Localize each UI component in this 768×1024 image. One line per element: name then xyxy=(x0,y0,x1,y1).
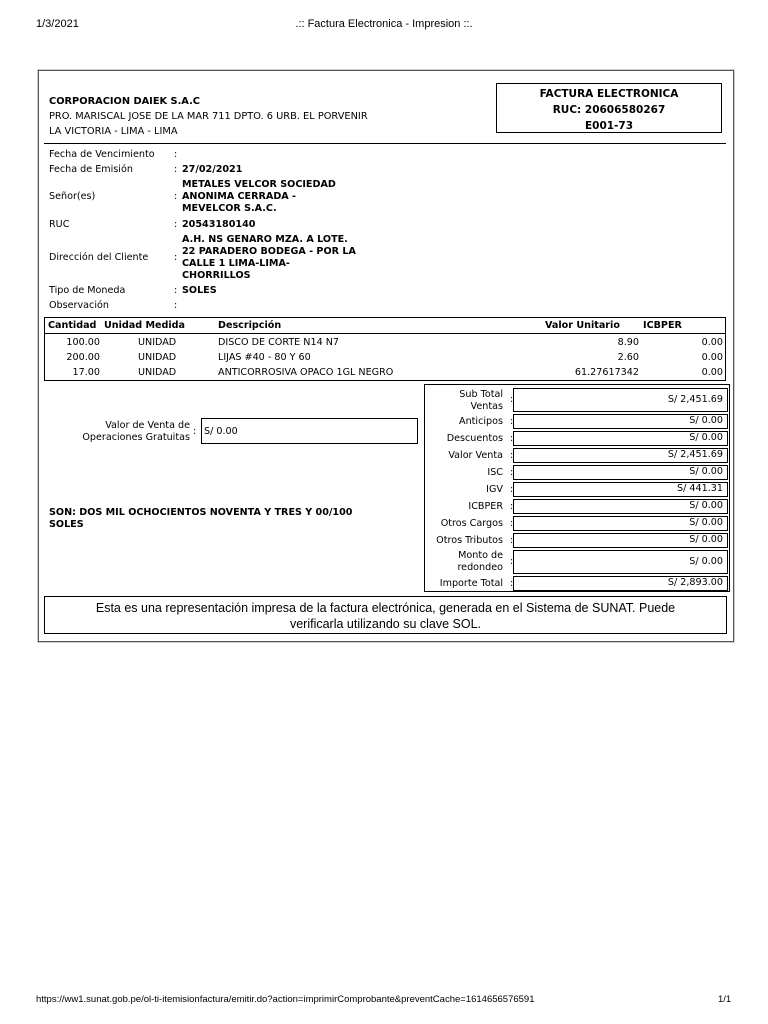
company-address-2: LA VICTORIA - LIMA - LIMA xyxy=(49,126,178,137)
dir-label: Dirección del Cliente xyxy=(49,252,149,263)
col-header-valor: Valor Unitario xyxy=(545,320,620,331)
total-value-importe: S/ 2,893.00 xyxy=(513,576,728,591)
emision-value: 27/02/2021 xyxy=(182,164,243,175)
venc-label: Fecha de Vencimiento xyxy=(49,149,155,160)
total-value-valor-venta: S/ 2,451.69 xyxy=(513,448,728,463)
print-title: .:: Factura Electronica - Impresion ::. xyxy=(295,18,473,30)
senor-value: METALES VELCOR SOCIEDAD ANONIMA CERRADA - MEVELCOR S.A.C. xyxy=(182,179,336,214)
total-label-igv: IGV xyxy=(486,484,503,495)
company-address-1: PRO. MARISCAL JOSE DE LA MAR 711 DPTO. 6 URB. EL PORVENIR xyxy=(49,111,368,122)
total-value-icbper: S/ 0.00 xyxy=(513,499,728,514)
col-header-icbper: ICBPER xyxy=(643,320,682,331)
total-value-descuentos: S/ 0.00 xyxy=(513,431,728,446)
sunat-note: Esta es una representación impresa de la factura electrónica, generada en el Sistema de SUNAT. Puede verificarla utilizando su clave SOL. xyxy=(44,596,727,634)
total-value-isc: S/ 0.00 xyxy=(513,465,728,480)
ruc-value: 20543180140 xyxy=(182,219,256,230)
total-value-igv: S/ 441.31 xyxy=(513,482,728,497)
col-header-unidad: Unidad Medida xyxy=(104,320,186,331)
invoice-id-box xyxy=(496,83,722,133)
print-date: 1/3/2021 xyxy=(36,18,79,30)
gratuitas-label: Valor de Venta de Operaciones Gratuitas xyxy=(82,420,190,443)
emision-label: Fecha de Emisión xyxy=(49,164,133,175)
invoice-number: E001-73 xyxy=(584,120,634,132)
col-header-cantidad: Cantidad xyxy=(48,320,97,331)
items-table: Cantidad Unidad Medida Descripción Valor Unitario ICBPER 100.00 UNIDAD DISCO DE CORTE N14 N7 8.90 0.00 200.00 UNIDAD LIJAS #40 - 80 Y 60 2.60 0.00 17.00 UNIDAD ANTICORROSIVA OPACO 1GL NEGRO 61.27617342 0.00 xyxy=(44,317,726,381)
obs-label: Observación xyxy=(49,300,109,311)
col-header-descripcion: Descripción xyxy=(218,320,282,331)
total-label-subtotal: Sub Total Ventas xyxy=(459,389,503,412)
print-page: 1/1 xyxy=(718,994,732,1005)
total-label-otros-tributos: Otros Tributos xyxy=(436,535,503,546)
total-label-descuentos: Descuentos xyxy=(446,433,503,444)
total-label-otros-cargos: Otros Cargos xyxy=(440,518,503,529)
senor-label: Señor(es) xyxy=(49,191,96,202)
total-label-icbper: ICBPER xyxy=(468,501,503,512)
invoice-ruc: RUC: 20606580267 xyxy=(552,104,666,116)
total-value-otros-tributos: S/ 0.00 xyxy=(513,533,728,548)
table-row: 17.00 xyxy=(72,367,100,378)
total-value-redondeo: S/ 0.00 xyxy=(513,550,728,574)
table-row: 200.00 xyxy=(66,352,100,363)
total-value-anticipos: S/ 0.00 xyxy=(513,414,728,429)
total-label-importe: Importe Total xyxy=(439,578,503,589)
dir-value: A.H. NS GENARO MZA. A LOTE. 22 PARADERO BODEGA - POR LA CALLE 1 LIMA-LIMA- CHORRILLOS xyxy=(182,234,356,281)
amount-in-words: SON: DOS MIL OCHOCIENTOS NOVENTA Y TRES Y 00/100 SOLES xyxy=(49,507,353,530)
total-label-isc: ISC xyxy=(487,467,503,478)
ruc-label: RUC xyxy=(49,219,70,230)
company-name: CORPORACION DAIEK S.A.C xyxy=(49,96,200,107)
total-label-redondeo: Monto de redondeo xyxy=(457,550,503,573)
header-divider xyxy=(44,143,726,144)
totals-box: Sub Total Ventas : S/ 2,451.69 Anticipos : S/ 0.00 Descuentos : S/ 0.00 Valor Venta : S/ 2,451.69 ISC : S/ 0.00 IGV : S/ 441.31 ICBPER : S/ 0.00 Otros Cargos : S/ 0.00 Otros Tributos : S/ 0.00 Monto de redondeo : S/ 0.00 Importe Total : S/ 2,893.00 xyxy=(424,384,730,592)
invoice-type: FACTURA ELECTRONICA xyxy=(539,88,679,100)
total-label-anticipos: Anticipos xyxy=(459,416,503,427)
total-value-otros-cargos: S/ 0.00 xyxy=(513,516,728,531)
gratuitas-value: S/ 0.00 xyxy=(201,418,418,444)
total-value-subtotal: S/ 2,451.69 xyxy=(513,388,728,412)
print-url: https://ww1.sunat.gob.pe/ol-ti-itemisionfactura/emitir.do?action=imprimirComprobante&preventCache=1614656576591 xyxy=(36,994,535,1005)
table-row: 100.00 xyxy=(66,337,100,348)
moneda-value: SOLES xyxy=(182,285,217,296)
moneda-label: Tipo de Moneda xyxy=(49,285,126,296)
total-label-valor-venta: Valor Venta xyxy=(448,450,503,461)
